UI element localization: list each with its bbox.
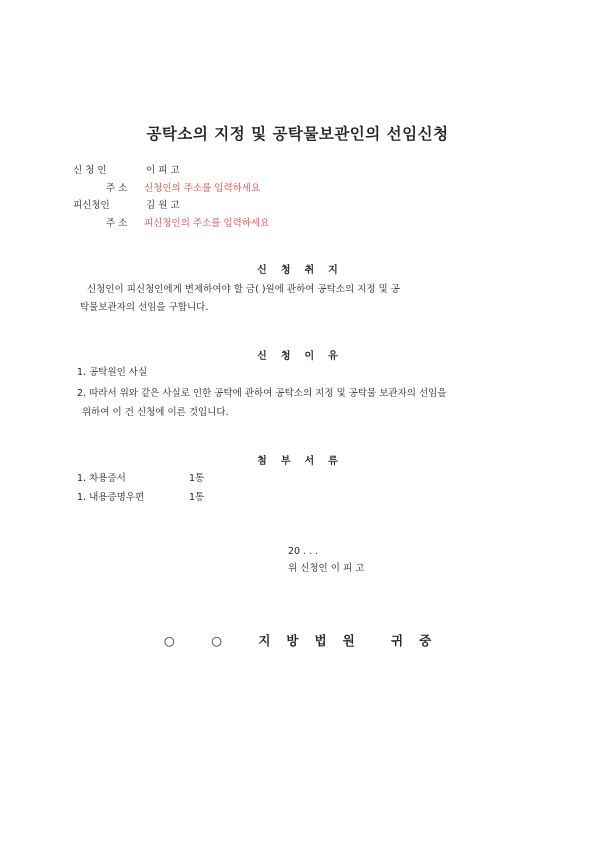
attachment-item-name: 1. 차용증서 [77,473,126,484]
attachment-item-qty: 1통 [189,492,205,503]
attachment-item-name: 1. 내용증명우편 [77,492,145,503]
purpose-heading: 신청취지 [257,265,352,276]
date-line: 20 . . . [288,546,319,557]
purpose-line-1: 신청인이 피신청인에게 변제하여야 할 금( )원에 관하여 공탁소의 지정 및 공 [87,284,400,295]
applicant-label: 신 청 인 [73,165,107,176]
applicant-address-label: 주 소 [106,183,128,194]
purpose-line-2: 탁물보관자의 선임을 구합니다. [80,302,209,313]
reason-item-2-line-2: 위하여 이 건 신청에 이른 것입니다. [82,407,229,418]
attachment-item-qty: 1통 [189,473,205,484]
applicant-name: 이 피 고 [146,165,180,176]
court-addressee: ○ ○ 지방법원 귀중 [163,633,448,648]
respondent-address-label: 주 소 [106,218,128,229]
respondent-address-field[interactable]: 피신청인의 주소를 입력하세요 [144,218,270,229]
document-title: 공탁소의 지정 및 공탁물보관인의 선임신청 [146,125,449,143]
signer-line: 위 신청인 이 피 고 [288,563,365,574]
respondent-label: 피신청인 [73,200,110,211]
respondent-name: 김 원 고 [146,200,180,211]
reason-item-1: 1. 공탁원인 사실 [77,367,148,378]
applicant-address-field[interactable]: 신청인의 주소를 입력하세요 [144,183,261,194]
reason-item-2-line-1: 2. 따라서 위와 같은 사실로 인한 공탁에 관하여 공탁소의 지정 및 공탁물 보관자의 선임을 [77,388,447,399]
attachments-heading: 첨부서류 [257,456,352,467]
reason-heading: 신청이유 [257,351,352,362]
